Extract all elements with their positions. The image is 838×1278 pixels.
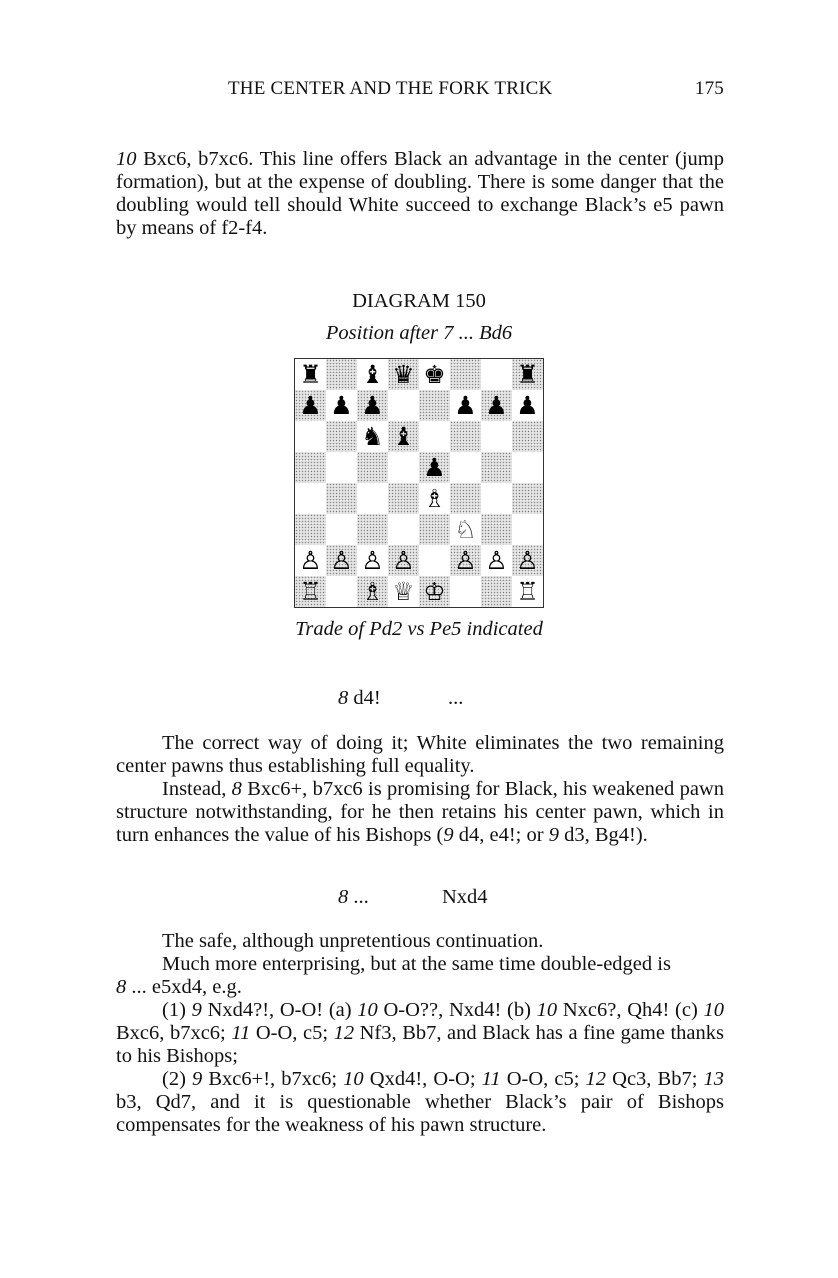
chess-piece-icon: ♟ bbox=[454, 391, 477, 420]
chess-piece-icon: ♞ bbox=[361, 422, 384, 451]
square-h3 bbox=[512, 514, 543, 545]
chess-piece-icon: ♝ bbox=[361, 360, 384, 389]
square-d7 bbox=[388, 390, 419, 421]
square-g8 bbox=[481, 359, 512, 390]
chess-piece-icon: ♙ bbox=[392, 546, 415, 575]
square-a2 bbox=[295, 545, 326, 576]
square-c5 bbox=[357, 452, 388, 483]
square-h1 bbox=[512, 576, 543, 607]
chess-piece-icon: ♟ bbox=[330, 391, 353, 420]
chess-piece-icon: ♚ bbox=[423, 360, 446, 389]
square-c3 bbox=[357, 514, 388, 545]
square-h5 bbox=[512, 452, 543, 483]
page-header bbox=[228, 78, 724, 104]
square-b5 bbox=[326, 452, 357, 483]
square-b3 bbox=[326, 514, 357, 545]
chess-piece-icon: ♗ bbox=[423, 484, 446, 513]
chess-piece-icon: ♜ bbox=[516, 360, 539, 389]
square-e8 bbox=[419, 359, 450, 390]
square-g2 bbox=[481, 545, 512, 576]
chess-piece-icon: ♖ bbox=[299, 577, 322, 606]
square-f6 bbox=[450, 421, 481, 452]
square-e5 bbox=[419, 452, 450, 483]
running-title: THE CENTER AND THE FORK TRICK bbox=[228, 78, 553, 99]
square-b4 bbox=[326, 483, 357, 514]
paragraph-enterprising-cont: 8 ... e5xd4, e.g. bbox=[116, 976, 242, 998]
square-g1 bbox=[481, 576, 512, 607]
black-move-ellipsis: ... bbox=[448, 687, 464, 709]
square-d4 bbox=[388, 483, 419, 514]
chess-piece-icon: ♙ bbox=[299, 546, 322, 575]
square-a7 bbox=[295, 390, 326, 421]
square-h8 bbox=[512, 359, 543, 390]
square-d5 bbox=[388, 452, 419, 483]
square-d8 bbox=[388, 359, 419, 390]
square-e3 bbox=[419, 514, 450, 545]
square-b1 bbox=[326, 576, 357, 607]
paragraph-safe: The safe, although unpretentious continuation. bbox=[162, 930, 544, 952]
white-move: d4! bbox=[353, 687, 381, 709]
square-c4 bbox=[357, 483, 388, 514]
square-e2 bbox=[419, 545, 450, 576]
chess-piece-icon: ♟ bbox=[361, 391, 384, 420]
chess-piece-icon: ♖ bbox=[516, 577, 539, 606]
chess-piece-icon: ♝ bbox=[392, 422, 415, 451]
square-f7 bbox=[450, 390, 481, 421]
square-c2 bbox=[357, 545, 388, 576]
chess-piece-icon: ♗ bbox=[361, 577, 384, 606]
paragraph-intro: 10 Bxc6, b7xc6. This line offers Black an advantage in the center (jump formation), but at the expense of doubling. There is some danger that the doubling would tell should White succeed to exchange Black’s e5 pawn by means of f2-f4. bbox=[116, 148, 724, 239]
square-c6 bbox=[357, 421, 388, 452]
chess-piece-icon: ♟ bbox=[485, 391, 508, 420]
chess-piece-icon: ♔ bbox=[423, 577, 446, 606]
chess-piece-icon: ♙ bbox=[516, 546, 539, 575]
paragraph-line-2: (2) 9 Bxc6+!, b7xc6; 10 Qxd4!, O-O; 11 O-O, c5; 12 Qc3, Bb7; 13 b3, Qd7, and it is questionable whether Black’s pair of Bishops compensates for the weakness of his pawn structure. bbox=[116, 1068, 724, 1136]
chess-piece-icon: ♛ bbox=[392, 360, 415, 389]
square-e1 bbox=[419, 576, 450, 607]
square-d2 bbox=[388, 545, 419, 576]
chess-piece-icon: ♙ bbox=[454, 546, 477, 575]
square-h6 bbox=[512, 421, 543, 452]
page-number: 175 bbox=[694, 78, 724, 99]
diagram-subtitle: Position after 7 ... Bd6 bbox=[325, 322, 513, 344]
chess-piece-icon: ♟ bbox=[423, 453, 446, 482]
square-a4 bbox=[295, 483, 326, 514]
square-a5 bbox=[295, 452, 326, 483]
diagram-caption: Trade of Pd2 vs Pe5 indicated bbox=[295, 618, 543, 640]
square-f4 bbox=[450, 483, 481, 514]
square-b2 bbox=[326, 545, 357, 576]
square-a6 bbox=[295, 421, 326, 452]
move-line-8-d4 bbox=[338, 687, 381, 710]
square-g6 bbox=[481, 421, 512, 452]
chess-piece-icon: ♟ bbox=[299, 391, 322, 420]
paragraph-line-1: (1) 9 Nxd4?!, O-O! (a) 10 O-O??, Nxd4! (b) 10 Nxc6?, Qh4! (c) 10 Bxc6, b7xc6; 11 O-O, c5; 12 Nf3, Bb7, and Black has a fine game thanks to his Bishops; bbox=[116, 999, 725, 1067]
paragraph-instead: Instead, 8 Bxc6+, b7xc6 is promising for Black, his weakened pawn structure notwithstanding, for he then retains his center pawn, which in turn enhances the value of his Bishops (9 d4, e4!; or 9 d3, Bg4!). bbox=[116, 778, 724, 846]
diagram-title: DIAGRAM 150 bbox=[352, 290, 486, 312]
square-h2 bbox=[512, 545, 543, 576]
chess-piece-icon: ♕ bbox=[392, 577, 415, 606]
square-e7 bbox=[419, 390, 450, 421]
square-d3 bbox=[388, 514, 419, 545]
square-b6 bbox=[326, 421, 357, 452]
square-c1 bbox=[357, 576, 388, 607]
square-f5 bbox=[450, 452, 481, 483]
square-f8 bbox=[450, 359, 481, 390]
paragraph-enterprising: Much more enterprising, but at the same time double-edged is bbox=[162, 953, 671, 975]
square-g7 bbox=[481, 390, 512, 421]
square-b7 bbox=[326, 390, 357, 421]
square-h7 bbox=[512, 390, 543, 421]
black-move: Nxd4 bbox=[442, 886, 488, 908]
chess-board bbox=[294, 358, 544, 608]
square-g3 bbox=[481, 514, 512, 545]
square-f3 bbox=[450, 514, 481, 545]
square-c7 bbox=[357, 390, 388, 421]
move-line-8-nxd4 bbox=[338, 886, 369, 909]
square-a8 bbox=[295, 359, 326, 390]
square-f2 bbox=[450, 545, 481, 576]
square-g4 bbox=[481, 483, 512, 514]
white-move-ellipsis: ... bbox=[353, 886, 369, 908]
square-d6 bbox=[388, 421, 419, 452]
paragraph-correct-way: The correct way of doing it; White eliminates the two remaining center pawns thus establishing full equality. bbox=[116, 732, 724, 777]
square-f1 bbox=[450, 576, 481, 607]
chess-piece-icon: ♟ bbox=[516, 391, 539, 420]
chess-piece-icon: ♜ bbox=[299, 360, 322, 389]
square-e4 bbox=[419, 483, 450, 514]
move-number: 8 bbox=[338, 886, 349, 908]
square-d1 bbox=[388, 576, 419, 607]
square-g5 bbox=[481, 452, 512, 483]
square-h4 bbox=[512, 483, 543, 514]
square-a1 bbox=[295, 576, 326, 607]
chess-piece-icon: ♘ bbox=[454, 515, 477, 544]
chess-piece-icon: ♙ bbox=[330, 546, 353, 575]
chess-piece-icon: ♙ bbox=[361, 546, 384, 575]
square-b8 bbox=[326, 359, 357, 390]
chess-piece-icon: ♙ bbox=[485, 546, 508, 575]
move-number: 8 bbox=[338, 687, 349, 709]
square-e6 bbox=[419, 421, 450, 452]
square-c8 bbox=[357, 359, 388, 390]
square-a3 bbox=[295, 514, 326, 545]
